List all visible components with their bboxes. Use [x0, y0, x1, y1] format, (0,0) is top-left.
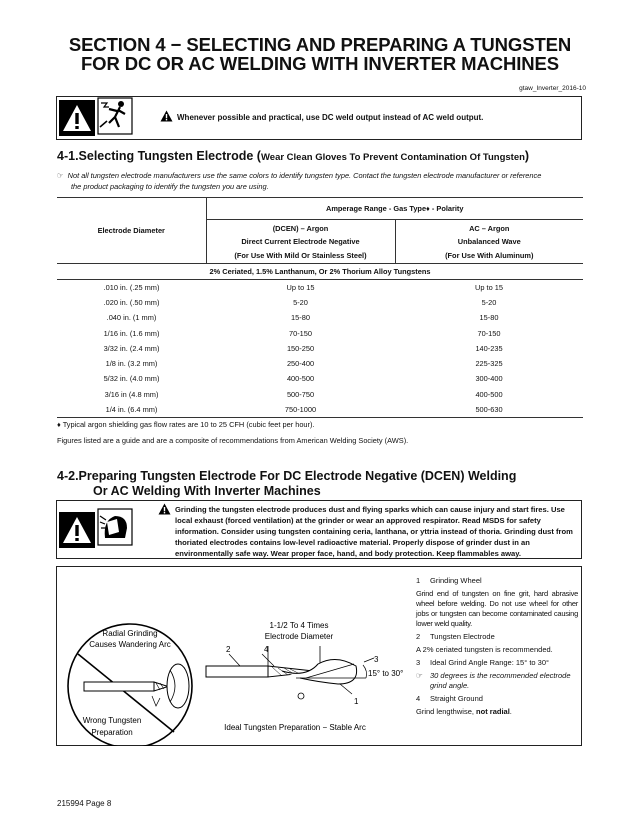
- section-4-1-heading-close: ): [524, 149, 530, 163]
- label-num-4: 4: [264, 645, 269, 654]
- cell-ac: 500-630: [475, 404, 503, 414]
- wrong-tungsten-label-2: Preparation: [91, 728, 133, 737]
- cell-ac: 140-235: [475, 343, 503, 353]
- legend-item-2: 2 Tungsten Electrode: [416, 632, 495, 641]
- cell-ac: 300-400: [475, 374, 503, 384]
- table-row: [57, 356, 583, 371]
- header-dcen-3: (For Use With Mild Or Stainless Steel): [206, 249, 395, 264]
- header-electrode-diameter: Electrode Diameter: [57, 198, 206, 264]
- grinding-warning-icons: [57, 501, 133, 558]
- header-amperage-range: Amperage Range - Gas Type♦ - Polarity: [206, 198, 583, 220]
- page-title: [40, 35, 600, 73]
- cell-diameter: .020 in. (.50 mm): [103, 297, 160, 307]
- table-row: [57, 371, 583, 386]
- note-line-2: the product packaging to identify the tungsten you are using.: [71, 182, 269, 191]
- section-4-2-heading-line-2: Or AC Welding With Inverter Machines: [93, 484, 321, 498]
- legend-item-1: 1 Grinding Wheel: [416, 576, 482, 585]
- table-row: [57, 310, 583, 325]
- tungsten-preparation-diagram: [56, 566, 416, 746]
- cell-ac: 400-500: [475, 389, 503, 399]
- section-4-1-heading-main: 4-1.Selecting Tungsten Electrode (: [57, 149, 261, 163]
- section-4-1-heading-sub: Wear Clean Gloves To Prevent Contamination Of Tungsten: [260, 152, 525, 163]
- cell-dcen: 400-500: [286, 374, 315, 384]
- legend-item-4: 4 Straight Ground: [416, 694, 483, 703]
- note-line-1: Not all tungsten electrode manufacturers use the same colors to identify tungsten type. Contact the tungsten electrode manufacturer or reference: [67, 171, 542, 180]
- tungsten-color-note: [57, 170, 587, 192]
- table-row: [57, 387, 583, 402]
- cell-diameter: 1/16 in. (1.6 mm): [103, 328, 160, 338]
- cell-dcen: 70-150: [288, 328, 312, 338]
- label-num-1: 1: [354, 697, 359, 706]
- note-pointer-icon: ☞: [57, 171, 64, 180]
- legend-desc-2: A 2% ceriated tungsten is recommended.: [416, 645, 553, 654]
- header-ac-2: Unbalanced Wave: [395, 234, 583, 249]
- title-line-2: FOR DC OR AC WELDING WITH INVERTER MACHINES: [80, 53, 560, 74]
- diameter-label-1: 1-1/2 To 4 Times: [269, 621, 329, 630]
- face-shield-icon: [97, 508, 133, 551]
- cell-diameter: .040 in. (1 mm): [106, 313, 157, 323]
- table-subheader: 2% Ceriated, 1.5% Lanthanum, Or 2% Thorium Alloy Tungstens: [209, 267, 431, 276]
- legend-item-3: 3 Ideal Grind Angle Range: 15° to 30°: [416, 658, 549, 667]
- section-4-2-heading-line-1: 4-2.Preparing Tungsten Electrode For DC Electrode Negative (DCEN) Welding: [57, 469, 517, 483]
- radial-grinding-label-2: Causes Wandering Arc: [89, 640, 171, 649]
- note-pointer-icon-2: ☞: [416, 671, 423, 680]
- table-row: [57, 402, 583, 417]
- cell-dcen: 750-1000: [284, 404, 317, 414]
- cell-diameter: 1/4 in. (6.4 mm): [105, 404, 158, 414]
- header-ac-1: AC – Argon: [395, 220, 583, 234]
- warning-triangle-icon: [59, 100, 95, 136]
- cell-ac: Up to 15: [475, 282, 503, 292]
- page-number: 215994 Page 8: [57, 799, 112, 808]
- header-ac-3: (For Use With Aluminum): [395, 249, 583, 264]
- table-row: [57, 295, 583, 310]
- cell-diameter: 1/8 in. (3.2 mm): [105, 359, 158, 369]
- ideal-caption: Ideal Tungsten Preparation − Stable Arc: [224, 723, 366, 732]
- cell-diameter: .010 in. (.25 mm): [103, 282, 160, 292]
- cell-diameter: 3/16 in (4.8 mm): [104, 389, 159, 399]
- amperage-table: [57, 197, 583, 418]
- electric-shock-icon: [97, 97, 133, 140]
- cell-dcen: 150-250: [286, 343, 315, 353]
- header-dcen-2: Direct Current Electrode Negative: [206, 234, 395, 249]
- section-4-1-heading: [57, 149, 529, 163]
- section-4-2-heading: [57, 469, 516, 499]
- figure-legend: [416, 576, 578, 720]
- cell-ac: 15-80: [479, 313, 499, 323]
- angle-label: 15° to 30°: [368, 669, 404, 678]
- table-row: [57, 341, 583, 356]
- caution-small-icon: [160, 110, 173, 122]
- wrong-tungsten-rod: [84, 682, 154, 691]
- title-line-1: SECTION 4 − SELECTING AND PREPARING A TUNGSTEN: [68, 34, 572, 55]
- cell-ac: 5-20: [481, 297, 497, 307]
- warning-triangle-icon-2: [59, 512, 95, 548]
- cell-dcen: 5-20: [293, 297, 308, 307]
- warning-icons: [57, 97, 133, 139]
- ideal-tungsten-rod: [206, 666, 268, 677]
- warning-box-grinding: [56, 500, 582, 559]
- wrong-tungsten-label-1: Wrong Tungsten: [82, 716, 142, 725]
- cell-diameter: 5/32 in. (4.0 mm): [103, 374, 160, 384]
- legend-desc-1: Grind end of tungsten on fine grit, hard abrasive wheel before welding. Do not use wheel for other jobs or tungsten can become contaminated causing lower weld quality.: [416, 589, 578, 628]
- caution-small-icon-2: [158, 503, 171, 515]
- warning-text-grinding: Grinding the tungsten electrode produces dust and flying sparks which can cause injury and start fires. Use local exhaust (forced ventilation) at the grinder or wear an approved respirator. Read MSDS for safety information. Consider using tungsten containing ceria, lanthana, or yttria instead of thoria. Grinding dust from thoriated electrodes contains low-level radioactive material. Properly dispose of grinder dust in an environmentally safe way. Wear proper face, hand, and body protection. Keep flammables away.: [175, 505, 573, 558]
- cell-dcen: 500-750: [286, 389, 315, 399]
- warning-box-dc-output: [56, 96, 582, 140]
- cell-dcen: 15-80: [291, 313, 310, 323]
- cell-diameter: 3/32 in. (2.4 mm): [103, 343, 160, 353]
- legend-note-3: ☞ 30 degrees is the recommended electrode grind angle.: [416, 671, 571, 690]
- cell-dcen: Up to 15: [286, 282, 315, 292]
- table-row: [57, 280, 583, 295]
- legend-desc-4: Grind lengthwise, not radial.: [416, 707, 512, 716]
- cell-dcen: 250-400: [286, 359, 315, 369]
- radial-grinding-label-1: Radial Grinding: [102, 629, 158, 638]
- header-dcen-1: (DCEN) – Argon: [206, 220, 395, 234]
- cell-ac: 225-325: [475, 359, 503, 369]
- label-num-3: 3: [374, 655, 379, 664]
- table-body: [57, 280, 583, 418]
- table-row: [57, 325, 583, 340]
- label-num-2: 2: [226, 645, 231, 654]
- warning-text-dc-output: Whenever possible and practical, use DC weld output instead of AC weld output.: [177, 113, 484, 122]
- doc-id: gtaw_Inverter_2016-10: [519, 85, 586, 92]
- diameter-label-2: Electrode Diameter: [264, 632, 334, 641]
- footnote-gas-flow: ♦ Typical argon shielding gas flow rates are 10 to 25 CFH (cubic feet per hour).: [57, 420, 315, 429]
- footnote-aws: Figures listed are a guide and are a composite of recommendations from American Welding Society (AWS).: [57, 436, 409, 445]
- cell-ac: 70-150: [477, 328, 501, 338]
